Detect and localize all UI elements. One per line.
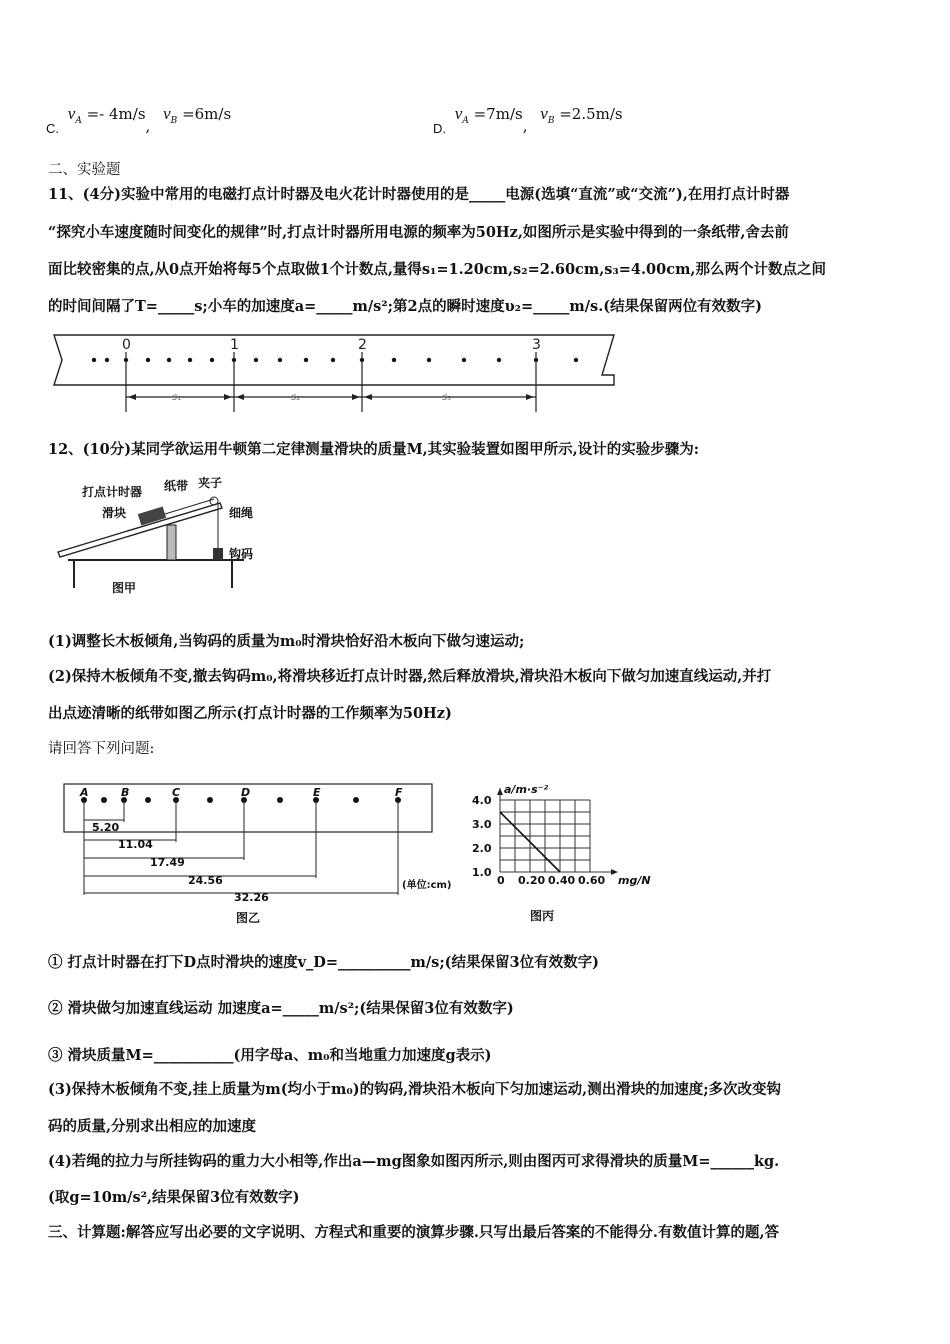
section-2-heading: 二、实验题 <box>48 162 121 178</box>
option-d-va: =7m/s <box>473 105 523 123</box>
point-f: F <box>395 786 403 799</box>
tape-seg-s1: s₁ <box>172 392 182 403</box>
q12-step-4b: (取g=10m/s²,结果保留3位有效数字) <box>48 1189 300 1206</box>
ytick-1: 1.0 <box>472 866 492 879</box>
option-d-label: D. <box>433 121 446 136</box>
xtick-0: 0 <box>497 874 505 887</box>
option-c-vb: =6m/s <box>182 105 232 123</box>
q12-step-3a: (3)保持木板倾角不变,挂上质量为m(均小于m₀)的钩码,滑块沿木板向下匀加速运动,测出滑块的加速度;多次改变钩 <box>48 1081 782 1098</box>
q11-line-4: 的时间间隔了T=_____s;小车的加速度a=_____m/s²;第2点的瞬时速度υ₂=_____m/s.(结果保留两位有效数字) <box>48 298 762 315</box>
ytick-4: 4.0 <box>472 794 492 807</box>
pulley <box>210 497 218 505</box>
q12-step-2b: 出点迹清晰的纸带如图乙所示(打点计时器的工作频率为50Hz) <box>48 705 452 722</box>
tape-mark-2: 2 <box>358 337 367 353</box>
q12-step-4a: (4)若绳的拉力与所挂钩码的重力大小相等,作出a—mg图象如图丙所示,则由图丙可求得滑块的质量M=______kg. <box>48 1153 780 1170</box>
q12-step-3b: 码的质量,分别求出相应的加速度 <box>48 1118 257 1135</box>
option-d: D. $v_A =7m/s$, $v_B =2.5m/s$ <box>433 104 623 136</box>
xtick-040: 0.40 <box>548 874 576 887</box>
option-c-label: C. <box>46 121 59 136</box>
q12-apparatus-figure <box>44 470 274 605</box>
label-weight: 钩码 <box>229 547 254 561</box>
q11-line-1: 11、(4分)实验中常用的电磁打点计时器及电火花计时器使用的是_____电源(选填“直流”或“交流”),在用打点计时器 <box>48 186 790 203</box>
q11-tape-figure <box>44 330 619 420</box>
graph-xlabel: mg/N <box>618 874 651 887</box>
q11-line-2: “探究小车速度随时间变化的规律”时,打点计时器所用电源的频率为50Hz,如图所示是实验中得到的一条纸带,舍去前 <box>48 224 789 241</box>
q12-answer-2: ② 滑块做匀加速直线运动 加速度a=_____m/s²;(结果保留3位有效数字) <box>48 1000 514 1017</box>
unit-label: (单位:cm) <box>402 880 452 891</box>
q11-line-3: 面比较密集的点,从0点开始将每5个点取做1个计数点,量得s₁=1.20cm,s₂=2.60cm,s₃=4.00cm,那么两个计数点之间 <box>48 261 826 278</box>
xtick-060: 0.60 <box>578 874 606 887</box>
q12-ask: 请回答下列问题: <box>48 741 155 757</box>
hanging-weight <box>213 548 223 560</box>
q12-step-2a: (2)保持木板倾角不变,撤去钩码m₀,将滑块移近打点计时器,然后释放滑块,滑块沿木板向下做匀加速直线运动,并打 <box>48 668 772 685</box>
graph-ylabel: a/m·s⁻² <box>504 783 549 796</box>
tape-seg-s3: s₃ <box>442 392 452 403</box>
option-d-vb: =2.5m/s <box>559 105 623 123</box>
dim-af: 32.26 <box>234 891 269 904</box>
board-support <box>167 525 176 560</box>
q12-intro: 12、(10分)某同学欲运用牛顿第二定律测量滑块的质量M,其实验装置如图甲所示,设计的实验步骤为: <box>48 441 700 458</box>
sliding-block <box>138 506 166 525</box>
tape-mark-3: 3 <box>532 337 541 353</box>
dim-ae: 24.56 <box>188 874 223 887</box>
inclined-board <box>58 503 222 557</box>
fig2-caption: 图乙 <box>236 911 261 925</box>
point-b: B <box>121 786 130 799</box>
label-clip: 夹子 <box>198 476 223 490</box>
point-e: E <box>313 786 321 799</box>
label-tape: 纸带 <box>164 479 189 493</box>
dim-ab: 5.20 <box>92 821 120 834</box>
tape-seg-s2: s₂ <box>291 392 301 403</box>
ytick-3: 3.0 <box>472 818 492 831</box>
fig3-graph <box>468 780 678 930</box>
label-timer: 打点计时器 <box>82 485 143 499</box>
dim-ac: 11.04 <box>118 838 153 851</box>
dim-ad: 17.49 <box>150 856 185 869</box>
option-c: C. $v_A =- 4m/s$, $v_B =6m/s$ <box>46 104 232 136</box>
point-d: D <box>241 786 251 799</box>
label-block: 滑块 <box>102 506 127 520</box>
fig1-caption: 图甲 <box>112 581 137 595</box>
fig3-caption: 图丙 <box>530 909 555 923</box>
label-rope: 细绳 <box>229 506 254 520</box>
q12-answer-3: ③ 滑块质量M=___________(用字母a、m₀和当地重力加速度g表示) <box>48 1047 492 1064</box>
ytick-2: 2.0 <box>472 842 492 855</box>
q12-step-1: (1)调整长木板倾角,当钩码的质量为m₀时滑块恰好沿木板向下做匀速运动; <box>48 633 525 650</box>
section-3-heading: 三、计算题:解答应写出必要的文字说明、方程式和重要的演算步骤.只写出最后答案的不能得分.有数值计算的题,答 <box>48 1224 779 1241</box>
tape-dots <box>92 358 578 362</box>
fig2-tape-figure <box>60 770 460 930</box>
q12-answer-1: ① 打点计时器在打下D点时滑块的速度v_D=__________m/s;(结果保留3位有效数字) <box>48 954 599 971</box>
option-c-va: =- 4m/s <box>86 105 146 123</box>
tape-mark-0: 0 <box>122 337 131 353</box>
tape-mark-1: 1 <box>230 337 239 353</box>
xtick-020: 0.20 <box>518 874 546 887</box>
point-c: C <box>172 786 181 799</box>
point-a: A <box>80 786 89 799</box>
